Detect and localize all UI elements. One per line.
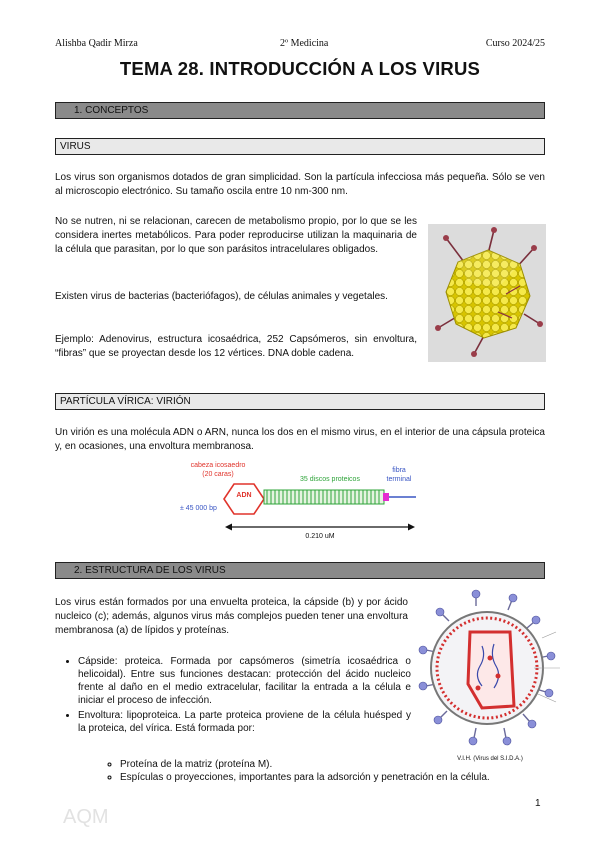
header-course: 2º Medicina	[280, 38, 329, 49]
sub-bullet-matrix-protein: ◦ Proteína de la matriz (proteína M).	[120, 758, 558, 771]
page-number: 1	[535, 798, 541, 809]
header-year: Curso 2024/25	[485, 38, 545, 49]
section-heading-conceptos: 1. CONCEPTOS	[55, 102, 545, 119]
paragraph-structure: Los virus están formados por una envuelta proteica, la cápside (b) y por ácido nucleico (c); además, algunos virus más complejos pueden tener una envoltura membranosa (a) de lípidos y proteínas.	[55, 597, 408, 636]
watermark: AQM	[63, 806, 109, 828]
label-fiber: fibra	[392, 467, 406, 474]
label-dna: ADN	[236, 492, 252, 499]
bullet-envoltura-text: Envoltura: lipoproteica. La parte proteica proviene de la célula huésped y la proteica, del vírica. Está formada por:	[78, 710, 411, 734]
adenovirus-illustration	[428, 224, 546, 362]
hiv-caption: V.I.H. (Virus del S.I.D.A.)	[457, 756, 523, 762]
label-length: 0.210 uM	[305, 533, 335, 540]
length-arrow	[225, 522, 415, 532]
bullet-envoltura	[78, 709, 411, 735]
phage-tail-discs	[264, 490, 384, 504]
phage-fiber-joint	[383, 493, 389, 501]
subsection-heading-virion: PARTÍCULA VÍRICA: VIRIÓN	[55, 393, 545, 410]
bullet-capside: • Cápside: proteica. Formada por capsómeros (simetría icosaédrica o helicoidal). Entre sus funciones destacan: protección del ácido nucleico frente al daño en el medio extracelular, facilitar la entrada a la célula e iniciar el proceso de infección.	[78, 655, 411, 707]
label-head-faces: (20 caras)	[202, 471, 234, 478]
paragraph-virion: Un virión es una molécula ADN o ARN, nunca los dos en el mismo virus, en el interior de una cápsula proteica y, en ocasiones, una envoltura membranosa.	[55, 427, 545, 452]
section-heading-estructura: 2. ESTRUCTURA DE LOS VIRUS	[55, 562, 545, 579]
label-protein-discs: 35 discos proteicos	[300, 476, 360, 483]
paragraph-adenovirus-example: Ejemplo: Adenovirus, estructura icosaédrica, 252 Capsómeros, sin envoltura, “fibras” que se proyectan desde los 12 vértices. DNA doble cadena.	[55, 334, 417, 359]
sub-bullet-spikes: ◦ Espículas o proyecciones, importantes para la adsorción y penetración en la célula.	[120, 771, 558, 784]
label-base-pairs: ± 45 000 bp	[180, 505, 217, 512]
paragraph-virus-types: Existen virus de bacterias (bacteriófagos), de células animales y vegetales.	[55, 291, 388, 302]
page-title: TEMA 28. INTRODUCCIÓN A LOS VIRUS	[119, 58, 481, 79]
label-head-icosahedron: cabeza icosaedro	[190, 462, 246, 469]
paragraph-definition: Los virus son organismos dotados de gran simplicidad. Son la partícula infecciosa más pequeña. Sólo se ven al microscopio electrónico. Su tamaño oscila entre 10 nm-300 nm.	[55, 172, 545, 197]
phage-structure-diagram	[220, 480, 420, 520]
header-author: Alishba Qadir Mirza	[55, 38, 138, 49]
subsection-heading-virus: VIRUS	[55, 138, 545, 155]
hiv-illustration	[414, 588, 564, 748]
structure-bullet-list	[58, 655, 411, 735]
label-fiber-terminal: terminal	[386, 476, 412, 483]
phage-head-shape	[224, 484, 264, 514]
paragraph-metabolism: No se nutren, ni se relacionan, carecen de metabolismo propio, por lo que se les considera inertes metabólicos. Para poder reproducirse utilizan la maquinaria de la célula que parasitan, por lo que son parásitos intracelulares obligados.	[55, 216, 417, 255]
